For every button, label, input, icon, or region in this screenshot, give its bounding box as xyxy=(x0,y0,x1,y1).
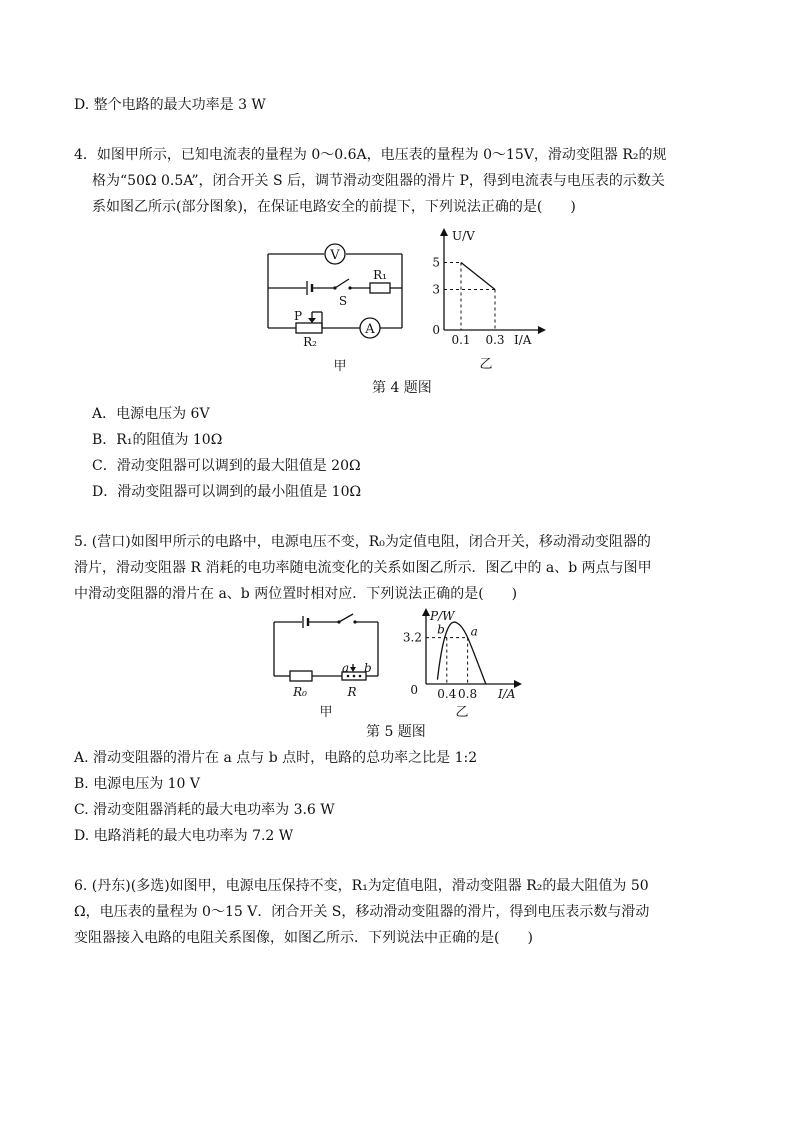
q5-caption: 第 5 题图 xyxy=(366,724,426,740)
r2-label: R₂ xyxy=(303,335,317,349)
q4-figure-label-left: 甲 xyxy=(333,359,347,374)
q4-caption: 第 4 题图 xyxy=(372,380,432,396)
q5-curve-point-b: b xyxy=(437,622,445,637)
q4-option-b: B．R₁的阻值为 10Ω xyxy=(92,432,223,448)
q5-switch-icon xyxy=(339,614,353,622)
q4-figure-label-right: 乙 xyxy=(479,357,493,372)
r-label: R xyxy=(347,685,357,699)
q4-x-tick-label: 0.1 xyxy=(451,333,471,347)
q4-x-axis-label: I/A xyxy=(514,333,532,347)
q5-figure-label-left: 甲 xyxy=(319,705,333,720)
r1-label: R₁ xyxy=(373,268,387,282)
q5-figure-label-right: 乙 xyxy=(455,705,469,720)
q5-point-b-label: b xyxy=(364,661,372,675)
q4-stem-line-3: 系如图乙所示(部分图象)，在保证电路安全的前提下，下列说法正确的是( ) xyxy=(92,199,576,215)
q5-curve-point-a: a xyxy=(470,624,478,639)
q5-x-tick-label: 0.4 xyxy=(437,687,457,701)
q5-y-axis-label: P/W xyxy=(430,609,455,623)
q5-stem-line-2: 滑片，滑动变阻器 R 消耗的电功率随电流变化的关系如图乙所示．图乙中的 a、b 两点与图甲 xyxy=(74,560,652,576)
slider-label: P xyxy=(293,309,303,323)
q5-option-d: D. 电路消耗的最大电功率为 7.2 W xyxy=(74,828,294,844)
q4-y-axis-label: U/V xyxy=(452,229,475,243)
q4-origin-label: 0 xyxy=(432,323,440,337)
q5-graph xyxy=(400,604,530,724)
q4-graph-line xyxy=(461,263,495,290)
r2-resistor-icon xyxy=(296,323,322,333)
ammeter-label: A xyxy=(365,322,375,337)
q4-option-d: D．滑动变阻器可以调到的最小阻值是 10Ω xyxy=(92,484,362,500)
q6-stem-line-2: Ω，电压表的量程为 0～15 V．闭合开关 S，移动滑动变阻器的滑片，得到电压表示数与滑动 xyxy=(74,904,650,920)
q3-option-d: D. 整个电路的最大功率是 3 W xyxy=(74,97,266,113)
q5-option-a: A. 滑动变阻器的滑片在 a 点与 b 点时，电路的总功率之比是 1:2 xyxy=(74,750,478,766)
q5-point-a-label: a xyxy=(342,661,350,675)
q4-stem-line-1: 4．如图甲所示，已知电流表的量程为 0～0.6A，电压表的量程为 0～15V，滑动变阻器 R₂的规 xyxy=(74,147,667,163)
q5-option-b: B. 电源电压为 10 V xyxy=(74,776,201,792)
q4-stem-line-2: 格为“50Ω 0.5A”，闭合开关 S 后，调节滑动变阻器的滑片 P，得到电流表与电压表的示数关 xyxy=(92,173,665,189)
voltmeter-label: V xyxy=(330,248,340,263)
r1-resistor-icon xyxy=(370,283,390,293)
q4-x-tick-label: 0.3 xyxy=(485,333,505,347)
q6-stem-line-3: 变阻器接入电路的电阻关系图像，如图乙所示．下列说法中正确的是( ) xyxy=(74,930,533,946)
q5-stem-line-3: 中滑动变阻器的滑片在 a、b 两位置时相对应．下列说法正确的是( ) xyxy=(74,586,518,602)
q4-option-a: A．电源电压为 6V xyxy=(92,406,210,422)
r0-label: R₀ xyxy=(293,685,307,699)
q5-x-axis-label: I/A xyxy=(498,687,516,701)
q4-circuit-diagram xyxy=(260,232,410,372)
q6-stem-line-1: 6. (丹东)(多选)如图甲，电源电压保持不变，R₁为定值电阻，滑动变阻器 R₂的最大阻值为 50 xyxy=(74,878,649,894)
q5-circuit-diagram xyxy=(268,614,388,724)
switch-icon xyxy=(335,279,349,288)
q5-option-c: C. 滑动变阻器消耗的最大电功率为 3.6 W xyxy=(74,802,335,818)
q5-stem-line-1: 5. (营口)如图甲所示的电路中，电源电压不变，R₀为定值电阻，闭合开关，移动滑动变阻器的 xyxy=(74,534,651,550)
q5-origin-label: 0 xyxy=(410,683,418,697)
q4-graph xyxy=(430,226,550,372)
q5-x-tick-label: 0.8 xyxy=(458,687,478,701)
q5-y-tick-label: 3.2 xyxy=(402,630,422,645)
q4-y-tick-label: 5 xyxy=(432,255,440,270)
r0-resistor-icon xyxy=(290,671,312,681)
q4-y-tick-label: 3 xyxy=(432,282,440,297)
q4-option-c: C．滑动变阻器可以调到的最大阻值是 20Ω xyxy=(92,458,361,474)
switch-label: S xyxy=(338,294,348,308)
